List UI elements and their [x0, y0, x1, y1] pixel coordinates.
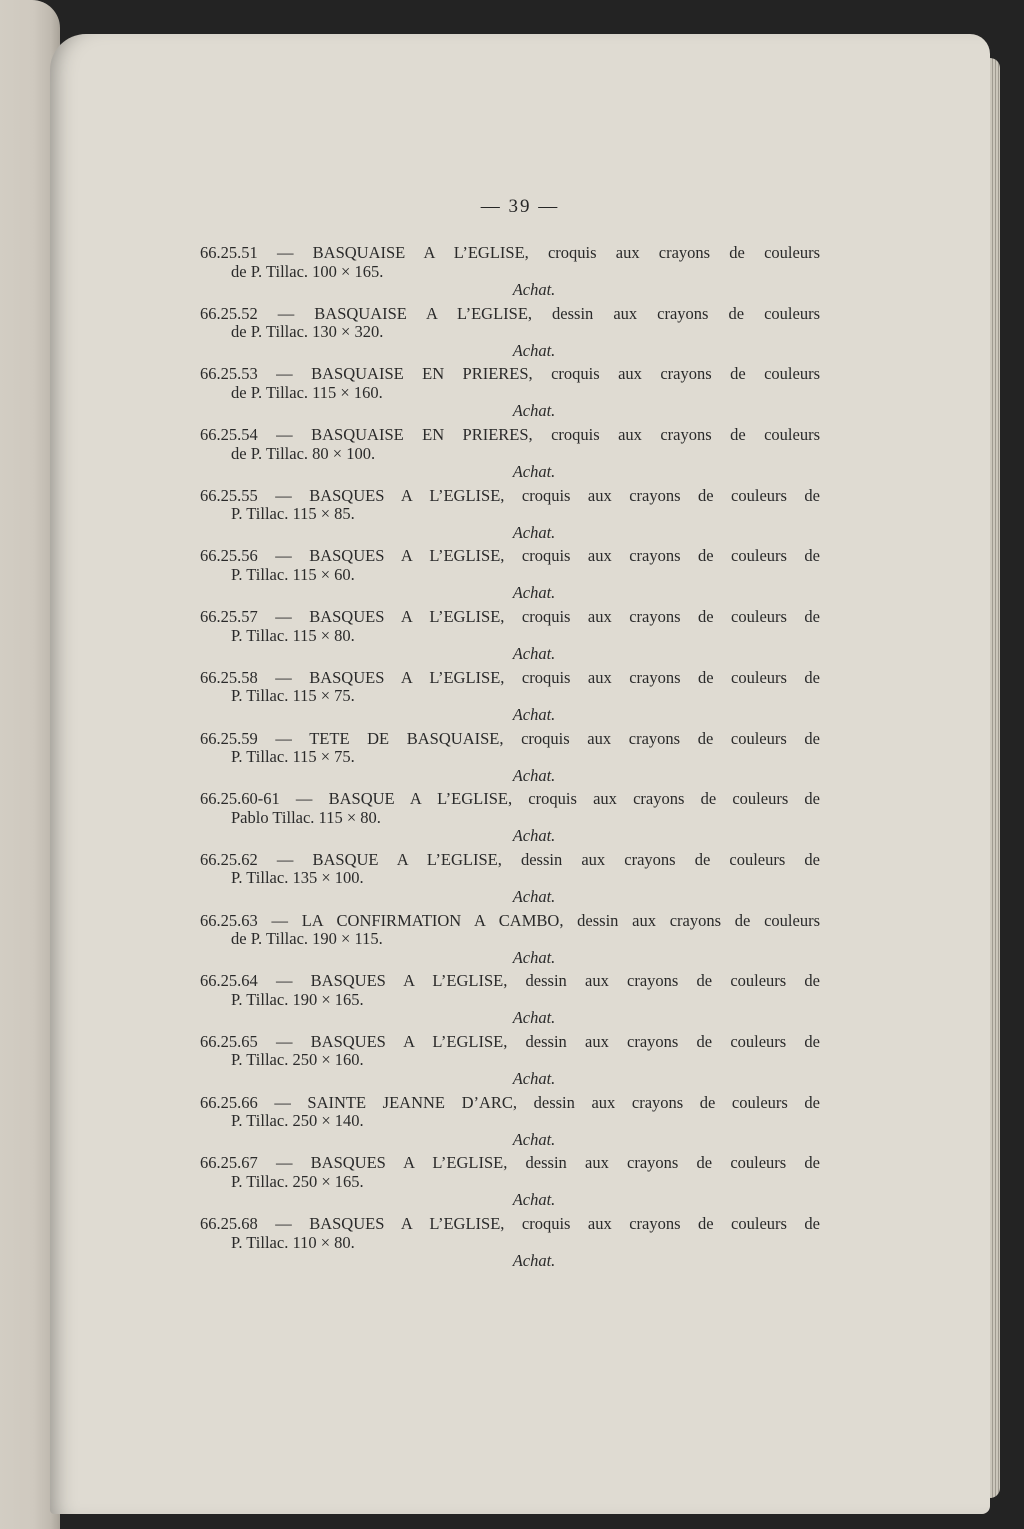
entry-acquisition: Achat. [512, 704, 556, 724]
entry-acquisition: Achat. [512, 401, 556, 421]
entry-acquisition: Achat. [512, 280, 556, 299]
entry-acquisition: Achat. [512, 583, 556, 603]
entry-dimensions: P. Tillac. 190 × 165. [231, 989, 364, 1009]
entry-heading: 66.25.64 — BASQUES A L’EGLISE, dessin aux crayons de couleurs de [200, 972, 820, 991]
entry-acquisition: Achat. [512, 826, 556, 846]
entry-acquisition: Achat. [512, 886, 556, 906]
entry-heading: 66.25.51 — BASQUAISE A L’EGLISE, croquis aux crayons de couleurs [200, 244, 820, 262]
entry-dimensions: de P. Tillac. 190 × 115. [231, 929, 383, 949]
catalog-list [200, 244, 820, 1276]
entry-acquisition: Achat. [512, 1129, 556, 1149]
catalog-entry [200, 608, 820, 669]
entry-acquisition: Achat. [512, 765, 556, 785]
entry-heading: 66.25.62 — BASQUE A L’EGLISE, dessin aux crayons de couleurs de [200, 850, 820, 869]
entry-dimensions: P. Tillac. 115 × 80. [231, 625, 355, 645]
catalog-entry [200, 1215, 820, 1276]
entry-heading: 66.25.54 — BASQUAISE EN PRIERES, croquis aux crayons de couleurs [200, 426, 820, 445]
catalog-entry [200, 487, 820, 548]
catalog-entry [200, 365, 820, 426]
entry-dimensions: P. Tillac. 250 × 160. [231, 1050, 364, 1070]
entry-acquisition: Achat. [512, 340, 556, 360]
catalog-entry [200, 1154, 820, 1215]
entry-dimensions: de P. Tillac. 130 × 320. [231, 322, 384, 342]
entry-acquisition: Achat. [512, 462, 556, 482]
entry-heading: 66.25.60-61 — BASQUE A L’EGLISE, croquis aux crayons de couleurs de [200, 790, 820, 809]
catalog-entry [200, 972, 820, 1033]
catalog-entry [200, 305, 820, 366]
entry-dimensions: de P. Tillac. 80 × 100. [231, 443, 376, 463]
entry-heading: 66.25.65 — BASQUES A L’EGLISE, dessin aux crayons de couleurs de [200, 1032, 820, 1051]
entry-heading: 66.25.59 — TETE DE BASQUAISE, croquis aux crayons de couleurs de [200, 729, 820, 748]
entry-dimensions: de P. Tillac. 100 × 165. [231, 261, 384, 281]
entry-acquisition: Achat. [512, 1008, 556, 1028]
entry-dimensions: P. Tillac. 250 × 165. [231, 1171, 364, 1191]
catalog-entry [200, 730, 820, 791]
entry-heading: 66.25.57 — BASQUES A L’EGLISE, croquis aux crayons de couleurs de [200, 608, 820, 627]
entry-heading: 66.25.63 — LA CONFIRMATION A CAMBO, dessin aux crayons de couleurs [200, 911, 820, 930]
entry-dimensions: P. Tillac. 115 × 60. [231, 564, 355, 584]
entry-dimensions: de P. Tillac. 115 × 160. [231, 382, 383, 402]
entry-dimensions: P. Tillac. 250 × 140. [231, 1111, 364, 1131]
entry-dimensions: P. Tillac. 115 × 75. [231, 686, 355, 706]
entry-dimensions: P. Tillac. 110 × 80. [231, 1232, 355, 1252]
book-page [50, 34, 990, 1514]
catalog-entry [200, 244, 820, 305]
catalog-entry [200, 669, 820, 730]
entry-heading: 66.25.66 — SAINTE JEANNE D’ARC, dessin aux crayons de couleurs de [200, 1093, 820, 1112]
entry-heading: 66.25.55 — BASQUES A L’EGLISE, croquis aux crayons de couleurs de [200, 486, 820, 505]
entry-dimensions: Pablo Tillac. 115 × 80. [231, 807, 381, 827]
page-number: — 39 — [480, 196, 560, 217]
catalog-entry [200, 790, 820, 851]
entry-acquisition: Achat. [512, 1251, 556, 1270]
entry-acquisition: Achat. [512, 1190, 556, 1210]
catalog-entry [200, 547, 820, 608]
catalog-entry [200, 426, 820, 487]
entry-acquisition: Achat. [512, 522, 556, 542]
entry-dimensions: P. Tillac. 115 × 85. [231, 504, 355, 524]
entry-heading: 66.25.52 — BASQUAISE A L’EGLISE, dessin aux crayons de couleurs [200, 304, 820, 323]
entry-dimensions: P. Tillac. 115 × 75. [231, 747, 355, 766]
catalog-entry [200, 912, 820, 973]
catalog-entry [200, 851, 820, 912]
entry-heading: 66.25.56 — BASQUES A L’EGLISE, croquis aux crayons de couleurs de [200, 547, 820, 566]
catalog-entry [200, 1033, 820, 1094]
entry-acquisition: Achat. [512, 947, 556, 967]
entry-acquisition: Achat. [512, 1068, 556, 1088]
entry-heading: 66.25.67 — BASQUES A L’EGLISE, dessin aux crayons de couleurs de [200, 1154, 820, 1173]
entry-heading: 66.25.53 — BASQUAISE EN PRIERES, croquis aux crayons de couleurs [200, 365, 820, 384]
entry-heading: 66.25.58 — BASQUES A L’EGLISE, croquis aux crayons de couleurs de [200, 668, 820, 687]
entry-acquisition: Achat. [512, 644, 556, 664]
catalog-entry [200, 1094, 820, 1155]
entry-dimensions: P. Tillac. 135 × 100. [231, 868, 364, 888]
entry-heading: 66.25.68 — BASQUES A L’EGLISE, croquis aux crayons de couleurs de [200, 1215, 820, 1233]
